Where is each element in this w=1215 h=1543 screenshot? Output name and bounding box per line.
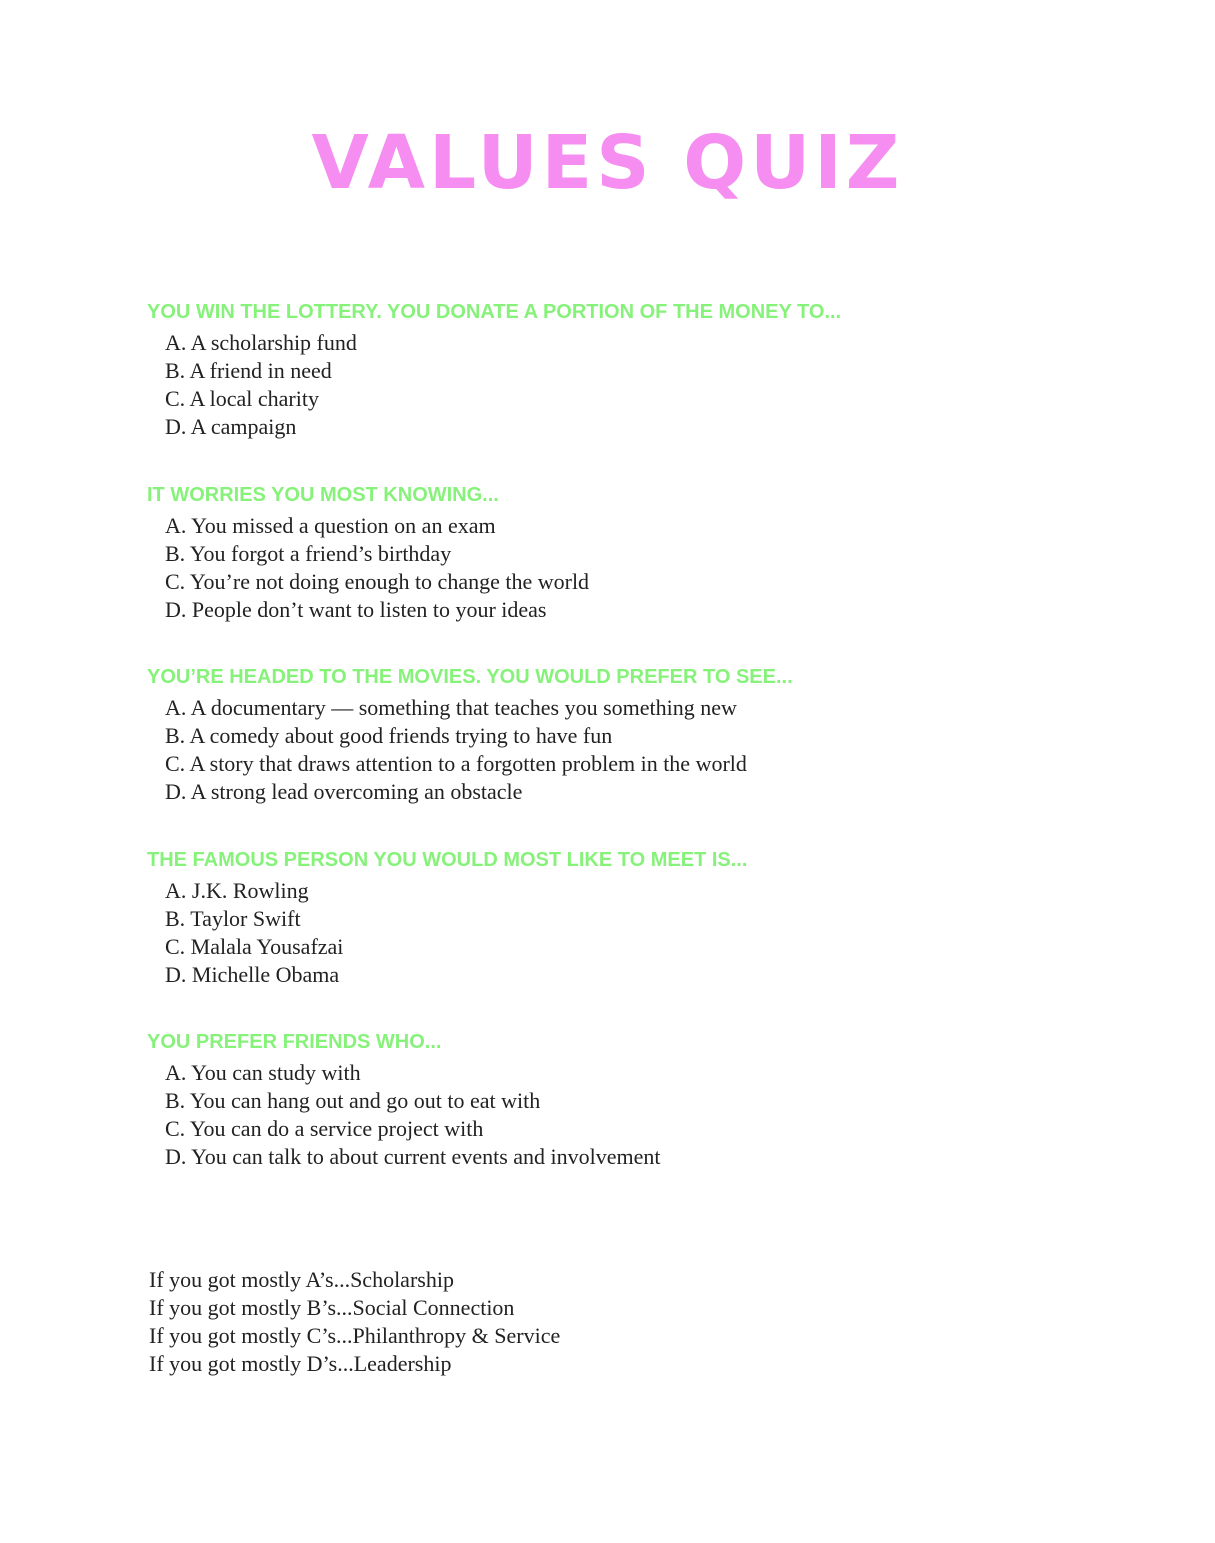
answer-option-d: D. You can talk to about current events and involvement (165, 1144, 661, 1169)
answer-option-b: B. Taylor Swift (165, 906, 301, 931)
answer-list (147, 512, 1107, 624)
answer-list (147, 694, 1107, 806)
answer-option-b: B. You forgot a friend’s birthday (165, 541, 452, 566)
question-2 (147, 482, 1107, 624)
question-heading: THE FAMOUS PERSON YOU WOULD MOST LIKE TO MEET IS... (147, 849, 748, 871)
question-4 (147, 847, 1107, 989)
answer-option-a: A. You missed a question on an exam (165, 513, 496, 538)
answer-option-b: B. A friend in need (165, 358, 332, 383)
answer-option-b: B. You can hang out and go out to eat with (165, 1088, 541, 1113)
answer-option-d: D. People don’t want to listen to your ideas (165, 597, 547, 622)
answer-option-d: D. A campaign (165, 414, 297, 439)
answer-option-a: A. A scholarship fund (165, 330, 357, 355)
answer-option-b: B. A comedy about good friends trying to have fun (165, 723, 613, 748)
question-heading: YOU’RE HEADED TO THE MOVIES. YOU WOULD PREFER TO SEE... (147, 666, 793, 688)
question-5 (147, 1029, 1107, 1171)
answer-option-c: C. A story that draws attention to a forgotten problem in the world (165, 751, 747, 776)
answer-list (147, 877, 1107, 989)
question-3 (147, 664, 1107, 806)
question-heading: IT WORRIES YOU MOST KNOWING... (147, 484, 499, 506)
answer-option-c: C. Malala Yousafzai (165, 934, 344, 959)
quiz-title: VALUES QUIZ (311, 120, 904, 206)
answer-list (147, 329, 1107, 441)
answer-option-c: C. A local charity (165, 386, 319, 411)
answer-option-a: A. J.K. Rowling (165, 878, 309, 903)
answer-option-a: A. You can study with (165, 1060, 361, 1085)
result-d: If you got mostly D’s...Leadership (149, 1351, 452, 1376)
answer-option-a: A. A documentary — something that teaches you something new (165, 695, 737, 720)
question-heading: YOU PREFER FRIENDS WHO... (147, 1031, 442, 1053)
question-heading: YOU WIN THE LOTTERY. YOU DONATE A PORTION OF THE MONEY TO... (147, 301, 842, 323)
result-c: If you got mostly C’s...Philanthropy & Service (149, 1323, 561, 1348)
answer-option-c: C. You can do a service project with (165, 1116, 484, 1141)
result-b: If you got mostly B’s...Social Connection (149, 1295, 515, 1320)
result-a: If you got mostly A’s...Scholarship (149, 1267, 454, 1292)
answer-option-d: D. A strong lead overcoming an obstacle (165, 779, 523, 804)
answer-option-c: C. You’re not doing enough to change the world (165, 569, 590, 594)
question-1 (147, 299, 1107, 441)
results-key (149, 1266, 949, 1378)
answer-option-d: D. Michelle Obama (165, 962, 340, 987)
answer-list (147, 1059, 1107, 1171)
